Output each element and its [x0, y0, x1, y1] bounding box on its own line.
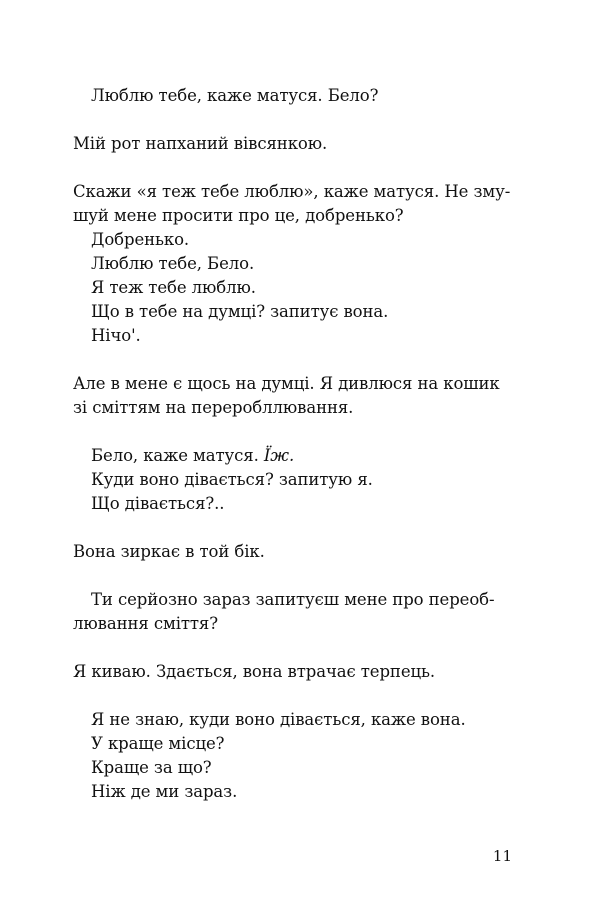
text-line: Вона зиркає в той бік.: [73, 542, 265, 561]
text-line: [73, 444, 513, 468]
italic-text-span: Їж.: [263, 446, 295, 465]
text-line: Що в тебе на думці? запитує вона.: [91, 302, 389, 321]
text-line: Люблю тебе, Бело.: [91, 254, 255, 273]
text-line: зі сміттям на переробллювання.: [73, 398, 354, 417]
text-line: Люблю тебе, каже матуся. Бело?: [91, 86, 379, 105]
text-line: Але в мене є щось на думці. Я дивлюся на кошик: [73, 374, 500, 393]
text-span: Бело, каже матуся.: [91, 446, 264, 465]
text-line: Ніж де ми зараз.: [91, 782, 238, 801]
text-line: Нічо'.: [91, 326, 141, 345]
text-line: Я не знаю, куди воно дівається, каже вона.: [91, 710, 466, 729]
text-line: Ти серйозно зараз запитуєш мене про переоб-: [91, 590, 495, 609]
text-line: шуй мене просити про це, добренько?: [73, 206, 404, 225]
page-number: 11: [492, 847, 512, 865]
page-text: [73, 84, 513, 804]
text-line: Я теж тебе люблю.: [91, 278, 256, 297]
text-line: Я киваю. Здається, вона втрачає терпець.: [73, 662, 436, 681]
text-line: Куди воно дівається? запитую я.: [91, 470, 373, 489]
text-line: Що дівається?..: [91, 494, 225, 513]
text-line: Скажи «я теж тебе люблю», каже матуся. Не зму-: [73, 182, 511, 201]
text-line: Мій рот напханий вівсянкою.: [73, 134, 328, 153]
text-line: Добренько.: [91, 230, 190, 249]
text-line: У краще місце?: [91, 734, 225, 753]
text-line: Краще за що?: [91, 758, 212, 777]
text-line: лювання сміття?: [73, 614, 218, 633]
